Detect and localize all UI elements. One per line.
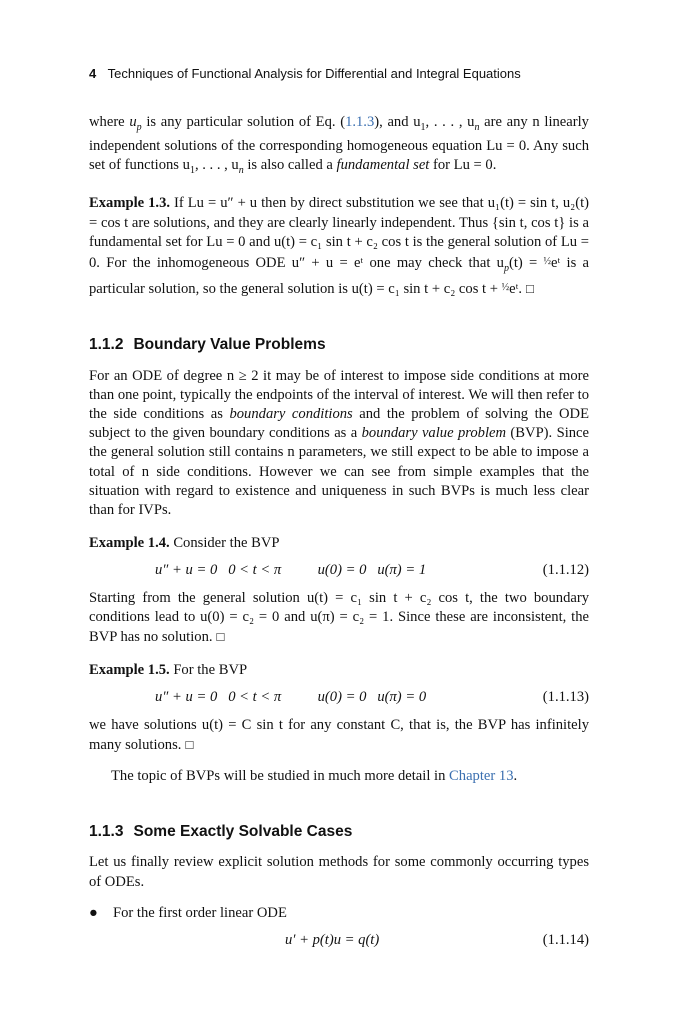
solvable-paragraph: Let us finally review explicit solution methods for some commonly occurring types of ODEs. xyxy=(89,854,589,890)
qed-icon: □ xyxy=(216,628,225,644)
example-1-5 xyxy=(89,661,589,680)
equation-tag: (1.1.13) xyxy=(542,689,589,706)
example-1-5-text: we have solutions u(t) = C sin t for any constant C, that is, the BVP has infinitely many solutions. xyxy=(89,716,589,753)
intro-up: u xyxy=(129,114,137,130)
section-heading-1-1-2 xyxy=(89,335,589,354)
equation-tag: (1.1.12) xyxy=(542,562,589,579)
bvp-note xyxy=(89,767,589,786)
bvp-text-a: For an ODE of degree n ≥ 2 it may be of interest to impose side conditions at more than one point, typically the endpoints of the interval of interest. We will then refer to the side conditions as xyxy=(89,367,589,422)
example-1-5-intro: For the BVP xyxy=(169,662,248,679)
bvp-paragraph xyxy=(89,367,589,521)
example-1-3-text-a: If Lu = u″ + u then by direct substitution we see that u₁(t) = sin t, u₂(t) = cos t are solutions, and they are clearly linearly independent. Thus {sin t, cos t} is a fundamental set for Lu = 0 and u(t) = c₁ sin t + c₂ cos t is the general solution of Lu = 0. For the inhomogeneous ODE u″ + u = eᵗ one may check that u xyxy=(89,195,590,272)
equation-expression: u″ + u = 0 0 < t < π u(0) = 0 u(π) = 0 xyxy=(155,689,427,706)
example-1-3-text-d: eᵗ. xyxy=(509,281,523,298)
qed-icon: □ xyxy=(526,281,534,297)
equation-expression: u′ + p(t)u = q(t) xyxy=(285,932,380,949)
intro-text-5: are any n linearly independent solutions of the corresponding homogeneous equation Lu = 0. Any such set of functions u xyxy=(89,114,589,174)
example-1-4-text: Starting from the general solution u(t) = c₁ sin t + c₂ cos t, the two boundary conditions lead to u(0) = c₂ = 0 and u(π) = c₂ = 1. Since these are inconsistent, the BVP has no solution. xyxy=(89,589,589,645)
bvp-note-end: . xyxy=(513,768,518,784)
intro-text-6: , . . . , u xyxy=(194,157,239,174)
running-header xyxy=(89,66,609,81)
example-1-3-text-c: eᵗ is a particular solution, so the general solution is u(t) = c₁ sin t + c₂ cos t + xyxy=(89,255,589,298)
equation-1-1-12 xyxy=(89,561,589,580)
bullet-item xyxy=(89,904,589,923)
intro-text-4: , . . . , u xyxy=(425,114,475,130)
section-title: Some Exactly Solvable Cases xyxy=(133,823,353,841)
intro-text-2: is any particular solution of Eq. ( xyxy=(141,114,346,130)
intro-text-3: ), and u xyxy=(374,114,421,130)
example-1-4-label: Example 1.4. xyxy=(89,535,170,552)
chapter-13-link[interactable]: Chapter 13 xyxy=(449,768,514,784)
example-1-5-body xyxy=(89,716,589,755)
section-title: Boundary Value Problems xyxy=(133,336,326,354)
example-1-4-intro: Consider the BVP xyxy=(169,535,280,552)
term-fundamental-set: fundamental set xyxy=(336,157,430,174)
term-boundary-value-problem: boundary value problem xyxy=(361,425,507,442)
term-boundary-conditions: boundary conditions xyxy=(229,405,353,422)
bvp-note-text: The topic of BVPs will be studied in much more detail in xyxy=(111,768,450,784)
bvp-text-c: (BVP). Since the general solution still contains n parameters, we still expect to be able to impose a total of n side conditions. However we can see from simple examples that the situation with regard to existence and uniqueness in such BVPs is much less clear than for IVPs. xyxy=(89,425,590,518)
eq-ref-link[interactable]: 1.1.3 xyxy=(345,114,375,130)
bullet-text: For the first order linear ODE xyxy=(113,904,287,921)
equation-1-1-14 xyxy=(89,931,589,950)
qed-icon: □ xyxy=(185,736,194,752)
example-1-4 xyxy=(89,534,589,553)
equation-tag: (1.1.14) xyxy=(542,932,589,949)
fraction-half-2: ½ xyxy=(501,282,510,294)
running-title: Techniques of Functional Analysis for Differential and Integral Equations xyxy=(107,66,521,81)
bullet-icon: ● xyxy=(89,904,98,921)
example-1-5-label: Example 1.5. xyxy=(89,662,170,679)
fraction-half: ½ xyxy=(543,256,551,268)
section-heading-1-1-3 xyxy=(89,822,589,841)
equation-1-1-13 xyxy=(89,688,589,707)
intro-text-1: where xyxy=(89,114,130,130)
intro-text-8: for Lu = 0. xyxy=(429,157,497,174)
intro-paragraph: where $u_p$ is any particular solution of Eq. (1.1.3), and $u_1$, . . . , $u_n$ are any n linearly independent solutions of the corresponding homogeneous equation Lu = 0. Any such set of functions $u_1$, . . . , $u_n$ is also called a fundamental set for Lu = 0. xyxy=(89,114,589,177)
section-number: 1.1.3 xyxy=(89,823,124,841)
example-1-3: Example 1.3. If Lu = u″ + u then by direct substitution we see that u₁(t) = sin t, u₂(t) = cos t are solutions, and they are clearly linearly independent. Thus {sin t, cos t} is a fundamental set for Lu = 0 and u(t) = c₁ sin t + c₂ cos t is the general solution of Lu = 0. For the inhomogeneous ODE u″ + u = eᵗ one may check that $u_p(t)$ = $^{\frac{1}{2}}$eᵗ is a particular solution, so the general solution is u(t) = c₁ sin t + c₂ cos t + $^{\frac{1}{2}}$eᵗ. □ xyxy=(89,195,590,298)
example-1-3-label: Example 1.3. xyxy=(89,195,171,212)
page-body xyxy=(89,113,589,958)
equation-expression: u″ + u = 0 0 < t < π u(0) = 0 u(π) = 1 xyxy=(155,562,427,579)
bvp-text-b: and the problem of solving the ODE subject to the given boundary conditions as a xyxy=(89,405,589,442)
example-1-4-body xyxy=(89,589,589,648)
page-number: 4 xyxy=(89,66,97,81)
example-1-3-text-b: (t) = xyxy=(508,255,544,272)
intro-text-7: is also called a xyxy=(243,157,337,174)
section-number: 1.1.2 xyxy=(89,336,124,354)
